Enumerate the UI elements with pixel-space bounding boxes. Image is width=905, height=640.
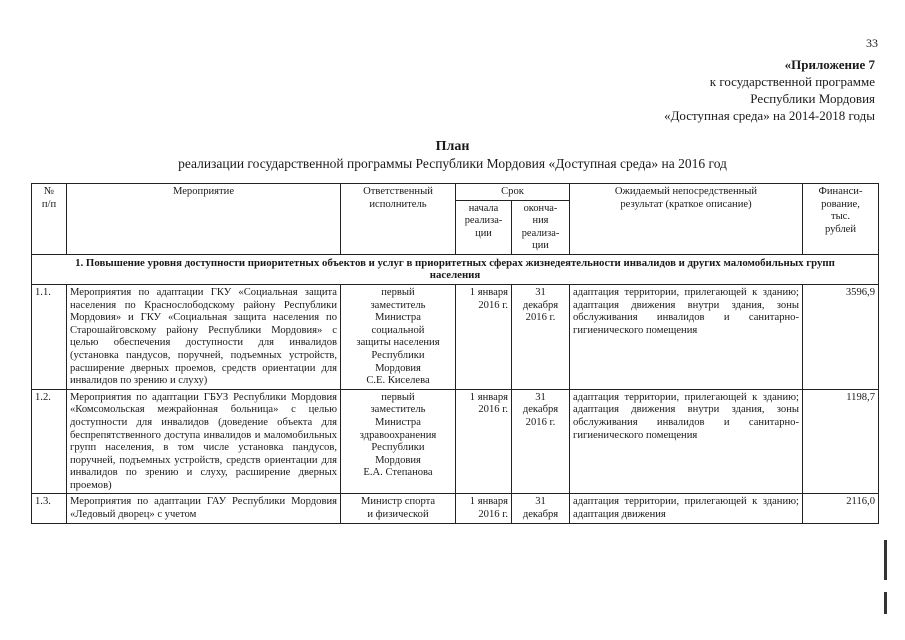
row-start: 1 января 2016 г. (456, 389, 512, 494)
row-activity: Мероприятия по адаптации ГКУ «Социальная защита населения по Краснослободскому району Республики Мордовия» и ГКУ «Социальная защита населения по Старошайговскому району Республики Мордовия» с целью обеспечения доступности для инвалидов (установка пандусов, поручней, подъемных устройств, расширение дверных проемов, средств ориентации для инвалидов по зрению и слуху) (67, 284, 341, 389)
section-row (32, 254, 879, 284)
row-result: адаптация территории, прилегающей к зданию; адаптация движения (570, 494, 803, 523)
plan-title: План (435, 139, 470, 154)
row-financing: 1198,7 (803, 389, 879, 494)
row-result: адаптация территории, прилегающей к зданию; адаптация движения внутри здания, зоны обслуживания инвалидов и санитарно-гигиенического помещения (570, 284, 803, 389)
table-row (32, 284, 879, 389)
table-header-row (32, 184, 879, 201)
row-activity: Мероприятия по адаптации ГАУ Республики Мордовия «Ледовый дворец» с учетом (67, 494, 341, 523)
row-num: 1.3. (32, 494, 67, 523)
header-term: Срок (456, 184, 570, 201)
section-title: 1. Повышение уровня доступности приоритетных объектов и услуг в приоритетных сферах жизнедеятельности инвалидов и других маломобильных групп населения (32, 254, 879, 284)
table-row (32, 389, 879, 494)
appendix-line-3: Республики Мордовия (750, 91, 875, 106)
row-end: 31 декабря (512, 494, 570, 523)
row-end: 31 декабря 2016 г. (512, 389, 570, 494)
appendix-line-4: «Доступная среда» на 2014-2018 годы (664, 108, 875, 123)
row-num: 1.2. (32, 389, 67, 494)
row-financing: 3596,9 (803, 284, 879, 389)
row-responsible: Министр спорта и физической (341, 494, 456, 523)
row-num: 1.1. (32, 284, 67, 389)
row-activity: Мероприятия по адаптации ГБУЗ Республики Мордовия «Комсомольская межрайонная больница» с целью доступности для инвалидов (доведение объекта для беспрепятственного доступа инвалидов и маломобильных групп населения, в том числе установка пандусов, поручней, подъемных устройств, средств ориентации для инвалидов по зрению и слуху, расширение дверных проемов) (67, 389, 341, 494)
header-activity: Мероприятие (67, 184, 341, 255)
row-financing: 2116,0 (803, 494, 879, 523)
plan-table (31, 183, 879, 524)
row-responsible: первый заместитель Министра здравоохранения Республики Мордовия Е.А. Степанова (341, 389, 456, 494)
scan-margin-mark (884, 540, 887, 580)
plan-subtitle: реализации государственной программы Республики Мордовия «Доступная среда» на 2016 год (178, 156, 727, 171)
row-start: 1 января 2016 г. (456, 494, 512, 523)
appendix-line-2: к государственной программе (709, 74, 875, 89)
row-end: 31 декабря 2016 г. (512, 284, 570, 389)
page-number: 33 (866, 36, 878, 50)
row-start: 1 января 2016 г. (456, 284, 512, 389)
row-result: адаптация территории, прилегающей к зданию; адаптация движения внутри здания, зоны обслуживания инвалидов и санитарно-гигиенического помещения (570, 389, 803, 494)
header-num: № п/п (32, 184, 67, 255)
header-financing: Финанси- рование, тыс. рублей (803, 184, 879, 255)
row-responsible: первый заместитель Министра социальной защиты населения Республики Мордовия С.Е. Киселева (341, 284, 456, 389)
appendix-header (575, 56, 875, 124)
appendix-title: «Приложение 7 (784, 57, 875, 72)
header-responsible: Ответственный исполнитель (341, 184, 456, 255)
header-result: Ожидаемый непосредственный результат (краткое описание) (570, 184, 803, 255)
header-start: начала реализа- ции (456, 200, 512, 254)
header-end: оконча- ния реализа- ции (512, 200, 570, 254)
table-row (32, 494, 879, 523)
scan-margin-mark (884, 592, 887, 614)
